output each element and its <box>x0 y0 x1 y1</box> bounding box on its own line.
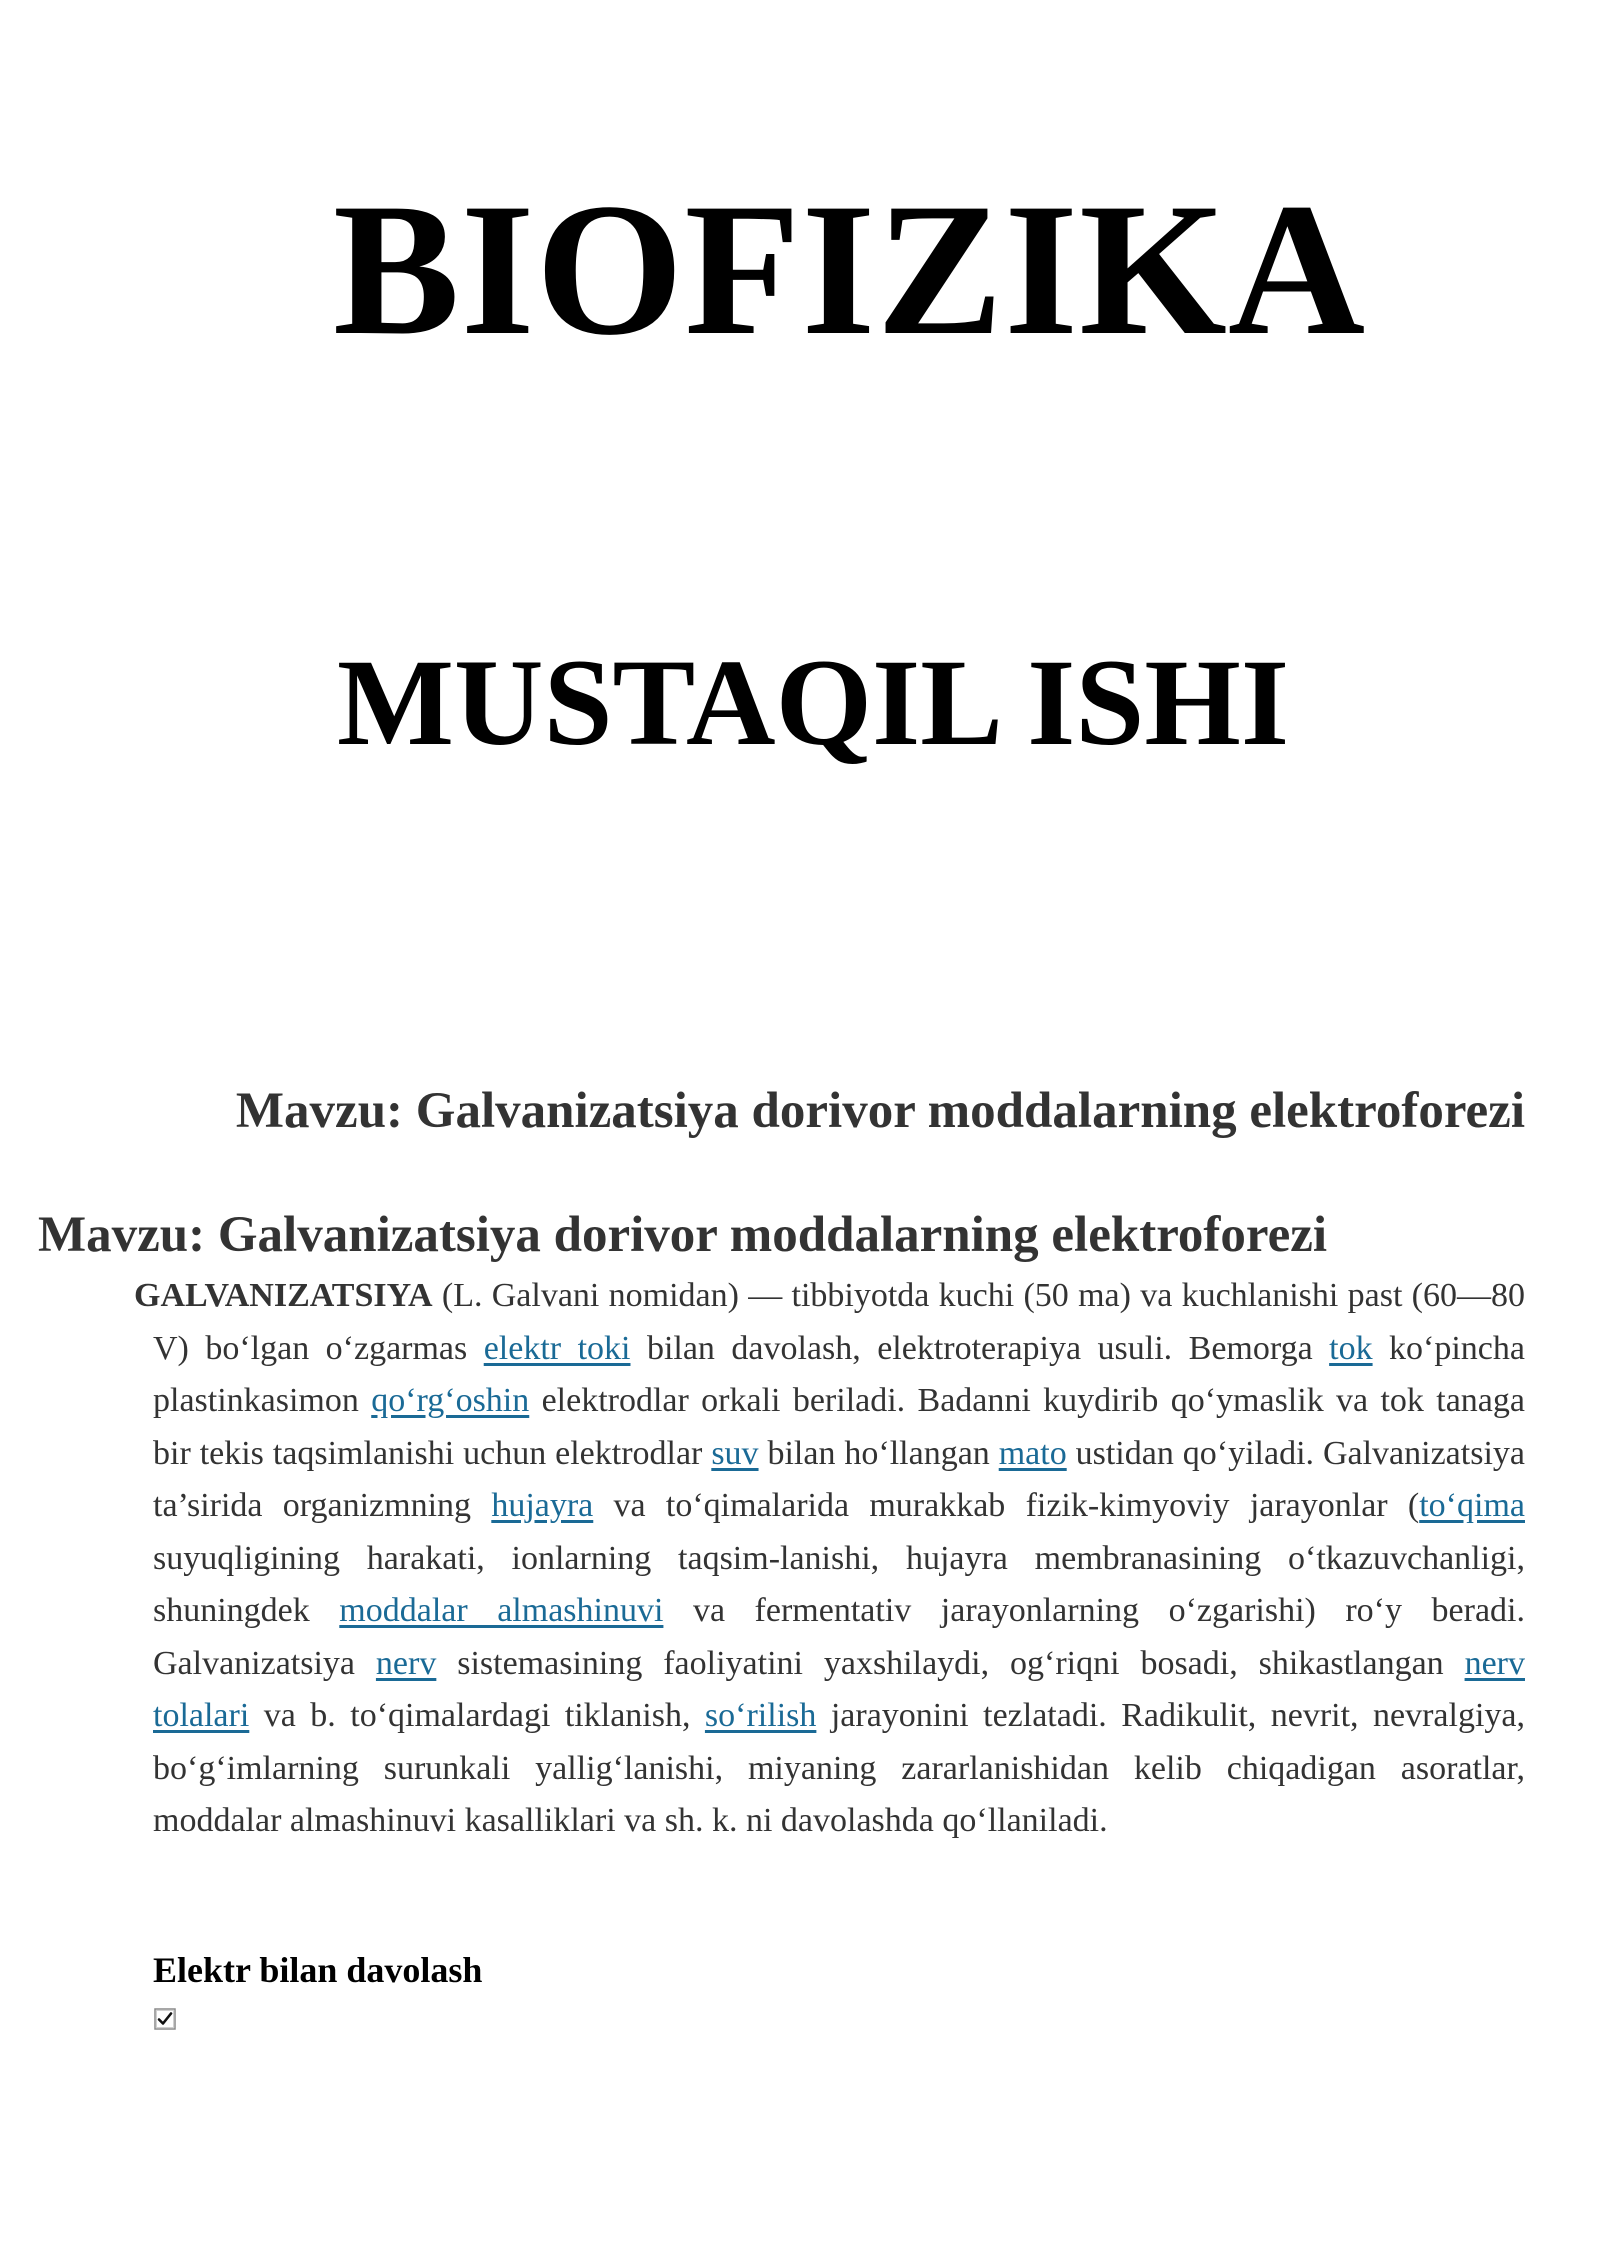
link-toqima[interactable]: to‘qima <box>1419 1487 1525 1524</box>
article-paragraph <box>134 1270 1525 1848</box>
document-subtitle: MUSTAQIL ISHI <box>337 634 1290 771</box>
text-segment: jarayonini tezlatadi. Radikulit, nevrit, nevralgiya, bo‘g‘imlarning surunkali yallig‘lanishi, miyaning zararlanishidan kelib chiqadigan asoratlar, moddalar almashinuvi kasalliklari va sh. k. ni davolashda qo‘llaniladi. <box>153 1697 1525 1839</box>
text-segment: suyuqligining harakati, ionlarning taqsim-lanishi, hujayra membranasining o‘tkazuvchanligi, shuningdek <box>153 1539 1525 1629</box>
link-moddalar-almashinuvi[interactable]: moddalar almashinuvi <box>339 1592 664 1629</box>
topic-heading-right: Mavzu: Galvanizatsiya dorivor moddalarning elektroforezi <box>235 1083 1525 1139</box>
link-tok[interactable]: tok <box>1329 1329 1373 1367</box>
document-title: BIOFIZIKA <box>333 165 1367 375</box>
link-hujayra[interactable]: hujayra <box>491 1487 594 1524</box>
text-segment: ustidan qo‘yiladi. Galvanizatsiya ta’sirida organizmning <box>153 1434 1525 1524</box>
term-galvanizatsiya: GALVANIZATSIYA <box>134 1277 433 1314</box>
section-heading-elektr: Elektr bilan davolash <box>153 1950 483 1990</box>
link-nerv[interactable]: nerv <box>375 1644 437 1682</box>
link-nerv-tolalari[interactable]: nerv tolalari <box>153 1644 1525 1734</box>
link-mato[interactable]: mato <box>998 1434 1067 1472</box>
text-segment: va to‘qimalarida murakkab fizik-kimyoviy jarayonlar ( <box>593 1487 1420 1524</box>
text-segment: va fermentativ jarayonlarning o‘zgarishi) ro‘y beradi. Galvanizatsiya <box>153 1592 1525 1682</box>
text-segment: bilan davolash, elektroterapiya usuli. Bemorga <box>630 1329 1330 1367</box>
link-qorgoshin[interactable]: qo‘rg‘oshin <box>371 1382 530 1419</box>
text-segment: bilan ho‘llangan <box>758 1434 999 1472</box>
topic-heading-left: Mavzu: Galvanizatsiya dorivor moddalarning elektroforezi <box>38 1207 1328 1263</box>
link-sorilish[interactable]: so‘rilish <box>704 1697 817 1734</box>
text-segment: (L. Galvani nomidan) — tibbiyotda kuchi (50 ma) va kuchlanishi past (60—80 V) bo‘lgan o‘zgarmas <box>153 1277 1525 1367</box>
text-segment: ko‘pincha plastinkasimon <box>153 1329 1525 1419</box>
checkbox-checked-icon[interactable] <box>154 2008 176 2030</box>
text-segment: elektrodlar orkali beriladi. Badanni kuydirib qo‘ymaslik va tok tanaga bir tekis taqsimlanishi uchun elektrodlar <box>153 1382 1525 1472</box>
link-elektr-toki[interactable]: elektr toki <box>483 1329 631 1367</box>
text-segment: va b. to‘qimalardagi tiklanish, <box>249 1697 705 1734</box>
link-suv[interactable]: suv <box>711 1434 759 1472</box>
text-segment: sistemasining faoliyatini yaxshilaydi, og‘riqni bosadi, shikastlangan <box>436 1644 1465 1682</box>
